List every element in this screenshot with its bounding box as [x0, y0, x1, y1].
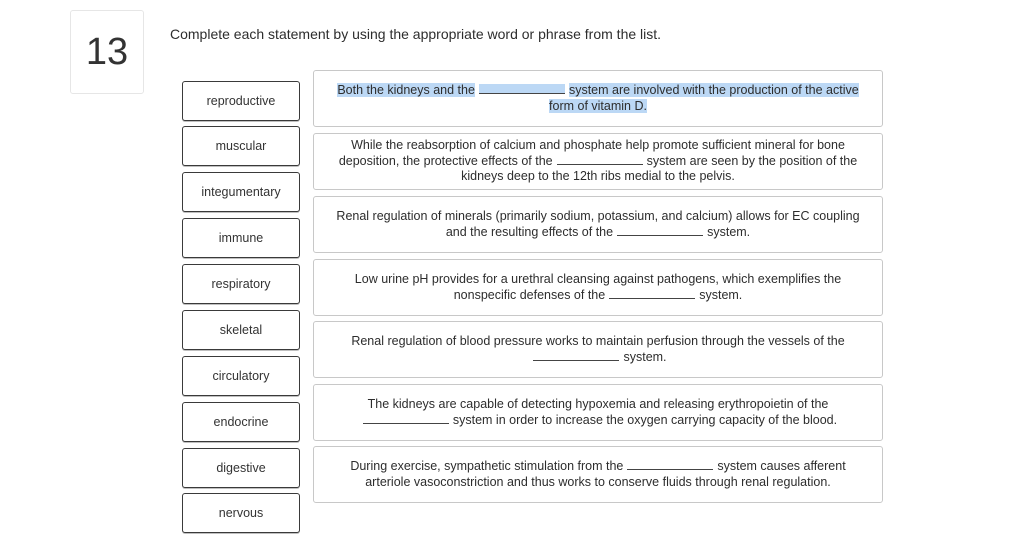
statement-drop-target[interactable]	[313, 133, 883, 190]
question-number: 13	[70, 10, 144, 94]
answer-blank[interactable]	[557, 155, 643, 165]
statement-text	[330, 272, 866, 303]
statement-text	[330, 83, 866, 114]
statement-drop-target[interactable]	[313, 321, 883, 378]
statement-text-before: The kidneys are capable of detecting hypoxemia and releasing erythropoietin of the	[367, 397, 829, 411]
statement-text-before: Low urine pH provides for a urethral cleansing against pathogens, which exemplifies the nonspecific defenses of the	[354, 272, 842, 302]
word-option[interactable]: skeletal	[182, 310, 300, 350]
question-instructions: Complete each statement by using the appropriate word or phrase from the list.	[170, 26, 662, 42]
answer-blank[interactable]	[627, 460, 713, 470]
statement-text	[330, 209, 866, 240]
statement-text-after: system in order to increase the oxygen carrying capacity of the blood.	[452, 412, 838, 427]
word-option[interactable]: digestive	[182, 448, 300, 488]
answer-blank[interactable]	[617, 226, 703, 236]
word-option[interactable]: muscular	[182, 126, 300, 166]
word-option[interactable]: circulatory	[182, 356, 300, 396]
statement-text-after: system.	[699, 287, 743, 302]
statement-text-before: Both the kidneys and the	[337, 83, 475, 97]
statement-text-before: Renal regulation of blood pressure works to maintain perfusion through the vessels of the	[351, 334, 845, 348]
statement-drop-target[interactable]	[313, 70, 883, 127]
word-option[interactable]: reproductive	[182, 81, 300, 121]
statement-text	[330, 138, 866, 185]
statement-text-after: system.	[707, 224, 751, 239]
statement-drop-target[interactable]	[313, 446, 883, 503]
answer-blank[interactable]	[533, 351, 619, 361]
word-option[interactable]: immune	[182, 218, 300, 258]
statement-text-after: system.	[623, 349, 667, 364]
word-option[interactable]: nervous	[182, 493, 300, 533]
statement-text-after: system causes afferent arteriole vasoconstriction and thus works to conserve fluids through renal regulation.	[365, 459, 846, 489]
word-option[interactable]: endocrine	[182, 402, 300, 442]
statement-text	[330, 459, 866, 490]
statement-text-after: system are seen by the position of the kidneys deep to the 12th ribs medial to the pelvis.	[461, 153, 858, 184]
statement-text	[330, 334, 866, 365]
statement-text-before: During exercise, sympathetic stimulation from the	[350, 459, 624, 473]
statement-drop-target[interactable]	[313, 259, 883, 316]
answer-blank[interactable]	[479, 84, 565, 94]
statement-text-before: Renal regulation of minerals (primarily sodium, potassium, and calcium) allows for EC coupling and the resulting effects of the	[336, 209, 860, 239]
answer-blank[interactable]	[363, 414, 449, 424]
answer-blank[interactable]	[609, 289, 695, 299]
statement-text-before: While the reabsorption of calcium and phosphate help promote sufficient mineral for bone deposition, the protective effects of the	[338, 138, 845, 168]
statement-text	[330, 397, 866, 428]
statement-text-after: system are involved with the production of the active form of vitamin D.	[549, 83, 859, 113]
word-option[interactable]: integumentary	[182, 172, 300, 212]
word-option[interactable]: respiratory	[182, 264, 300, 304]
statement-drop-target[interactable]	[313, 384, 883, 441]
statement-drop-target[interactable]	[313, 196, 883, 253]
